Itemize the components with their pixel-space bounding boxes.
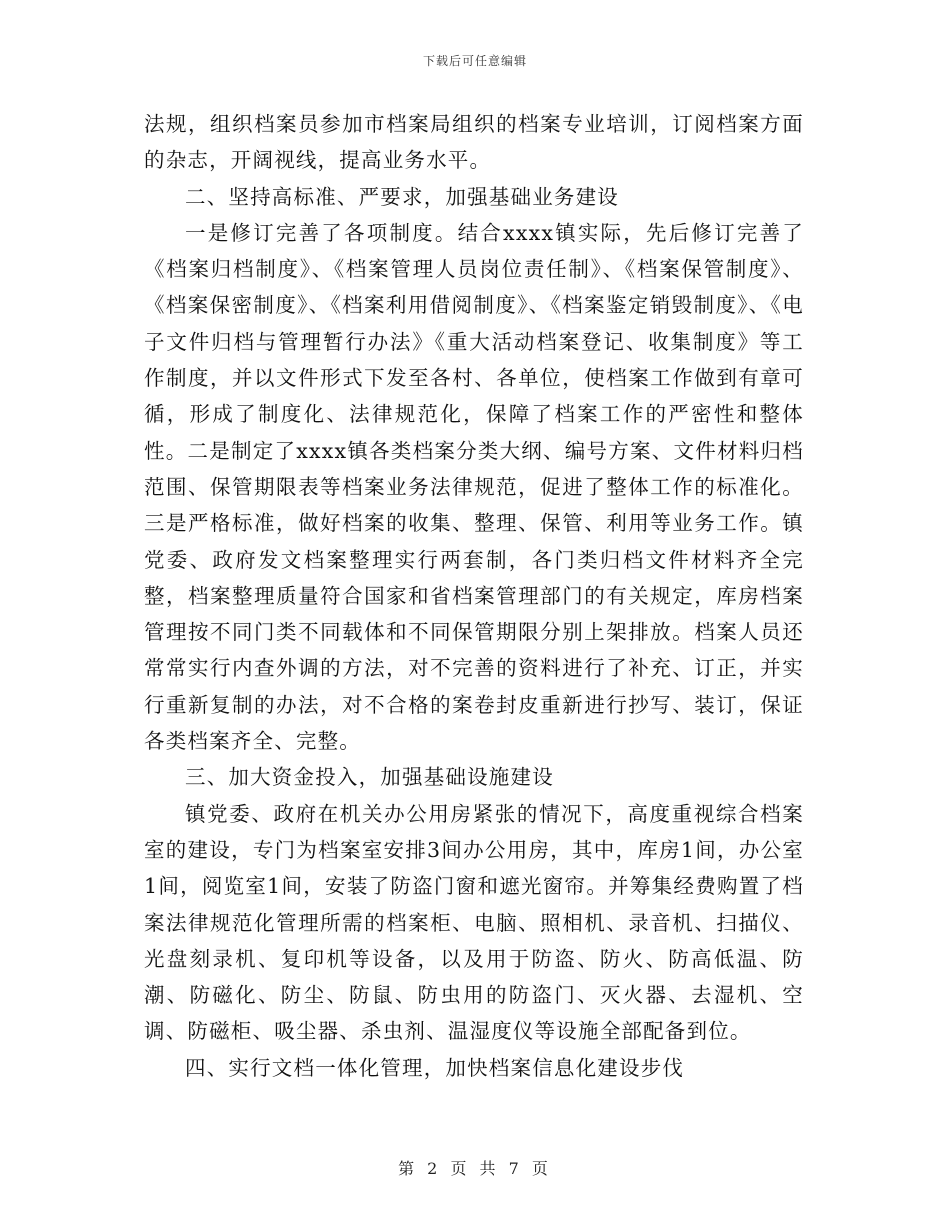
page-number-footer: 第 2 页 共 7 页 bbox=[398, 1159, 552, 1178]
paragraph-section-3-body: 镇党委、政府在机关办公用房紧张的情况下，高度重视综合档案室的建设，专门为档案室安排3间办公用房，其中，库房1间，办公室1间，阅览室1间，安装了防盗门窗和遮光窗帘。并筹集经费购置了档案法律规范化管理所需的档案柜、电脑、照相机、录音机、扫描仪、光盘刻录机、复印机等设备，以及用于防盗、防火、防高低温、防潮、防磁化、防尘、防鼠、防虫用的防盗门、灭火器、去湿机、空调、防磁柜、吸尘器、杀虫剂、温湿度仪等设施全部配备到位。 bbox=[144, 801, 804, 1044]
paragraph-continuation: 法规，组织档案员参加市档案局组织的档案专业培训，订阅档案方面的杂志，开阔视线，提高业务水平。 bbox=[144, 112, 804, 173]
section-heading-4: 四、实行文档一体化管理，加快档案信息化建设步伐 bbox=[185, 1055, 685, 1080]
page-header-note: 下载后可任意编辑 bbox=[422, 54, 527, 68]
section-heading-3: 三、加大资金投入，加强基础设施建设 bbox=[185, 765, 554, 790]
section-heading-2: 二、坚持高标准、严要求，加强基础业务建设 bbox=[185, 184, 619, 209]
paragraph-section-2-body: 一是修订完善了各项制度。结合xxxx镇实际，先后修订完善了《档案归档制度》、《档案管理人员岗位责任制》、《档案保管制度》、《档案保密制度》、《档案利用借阅制度》、《档案鉴定销毁制度》、《电子文件归档与管理暂行办法》《重大活动档案登记、收集制度》等工作制度，并以文件形式下发至各村、各单位，使档案工作做到有章可循，形成了制度化、法律规范化，保障了档案工作的严密性和整体性。二是制定了xxxx镇各类档案分类大纲、编号方案、文件材料归档范围、保管期限表等档案业务法律规范，促进了整体工作的标准化。三是严格标准，做好档案的收集、整理、保管、利用等业务工作。镇党委、政府发文档案整理实行两套制，各门类归档文件材料齐全完整，档案整理质量符合国家和省档案管理部门的有关规定，库房档案管理按不同门类不同载体和不同保管期限分别上架排放。档案人员还常常实行内查外调的方法，对不完善的资料进行了补充、订正，并实行重新复制的办法，对不合格的案卷封皮重新进行抄写、装订，保证各类档案齐全、完整。 bbox=[144, 220, 804, 754]
document-body bbox=[144, 106, 804, 1086]
